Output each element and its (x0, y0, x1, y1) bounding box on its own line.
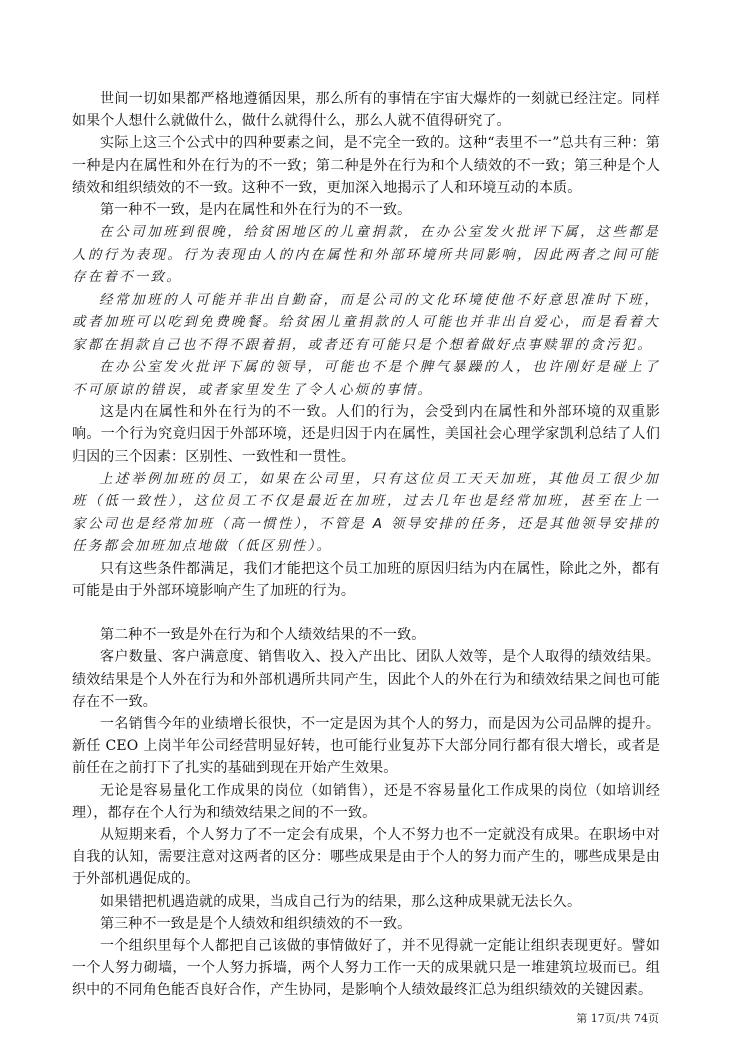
paragraph: 世间一切如果都严格地遵循因果，那么所有的事情在宇宙大爆炸的一刻就已经注定。同样如果个人想什么就做什么，做什么就得什么，那么人就不值得研究了。 (72, 91, 660, 130)
paragraph: 第二种不一致是外在行为和个人绩效结果的不一致。 (100, 627, 426, 644)
paragraph: 第三种不一致是是个人绩效和组织绩效的不一致。 (100, 915, 412, 932)
blank-line (72, 602, 660, 624)
paragraph: 如果错把机遇造就的成果，当成自己行为的结果，那么这种成果就无法长久。 (100, 893, 582, 910)
paragraph: 只有这些条件都满足，我们才能把这个员工加班的原因归结为内在属性，除此之外，都有可能是由于外部环境影响产生了加班的行为。 (72, 560, 660, 600)
paragraph: 第一种不一致，是内在属性和外在行为的不一致。 (100, 202, 412, 219)
page-number: 第 17页/共 74页 (576, 1012, 659, 1025)
paragraph: 一名销售今年的业绩增长很快，不一定是因为其个人的努力，而是因为公司品牌的提升。新任 CEO 上岗半年公司经营明显好转，也可能行业复苏下大部分同行都有很大增长，或者是前任在之前打下了扎实的基础到现在开始产生效果。 (72, 716, 660, 777)
example-paragraph: 上述举例加班的员工，如果在公司里，只有这位员工天天加班，其他员工很少加班（低一致性），这位员工不仅是最近在加班，过去几年也是经常加班，甚至在上一家公司也是经常加班（高一惯性），不管是 A 领导安排的任务，还是其他领导安排的任务都会加班加点地做（低区别性）。 (72, 470, 660, 555)
paragraph: 实际上这三个公式中的四种要素之间，是不完全一致的。这种“表里不一”总共有三种：第一种是内在属性和外在行为的不一致；第二种是外在行为和个人绩效的不一致；第三种是个人绩效和组织绩效的不一致。这种不一致，更加深入地揭示了人和环境互动的本质。 (72, 135, 660, 196)
paragraph: 客户数量、客户满意度、销售收入、投入产出比、团队人效等，是个人取得的绩效结果。绩效结果是个人外在行为和外部机遇所共同产生，因此个人的外在行为和绩效结果之间也可能存在不一致。 (72, 649, 660, 710)
example-paragraph: 经常加班的人可能并非出自勤奋，而是公司的文化环境使他不好意思准时下班，或者加班可以吃到免费晚餐。给贫困儿童捐款的人可能也并非出自爱心，而是看着大家都在捐款自己也不得不跟着捐，或者还有可能只是个想着做好点事赎罪的贪污犯。 (72, 291, 660, 353)
paragraph: 一个组织里每个人都把自己该做的事情做好了，并不见得就一定能让组织表现更好。譬如一个人努力砌墙，一个人努力拆墙，两个人努力工作一天的成果就只是一堆建筑垃圾而已。组织中的不同角色能否良好合作，产生协同，是影响个人绩效最终汇总为组织绩效的关键因素。 (72, 938, 660, 999)
document-body (72, 88, 660, 1002)
paragraph: 这是内在属性和外在行为的不一致。人们的行为，会受到内在属性和外部环境的双重影响。一个行为究竟归因于外部环境，还是归因于内在属性，美国社会心理学家凯利总结了人们归因的三个因素：区别性、一致性和一贯性。 (72, 404, 660, 465)
example-paragraph: 在公司加班到很晚，给贫困地区的儿童捐款，在办公室发火批评下属，这些都是人的行为表现。行为表现由人的内在属性和外部环境所共同影响，因此两者之间可能存在着不一致。 (72, 224, 660, 286)
example-paragraph: 在办公室发火批评下属的领导，可能也不是个脾气暴躁的人，也许刚好是碰上了不可原谅的错误，或者家里发生了令人心烦的事情。 (72, 359, 660, 398)
paragraph: 无论是容易量化工作成果的岗位（如销售），还是不容易量化工作成果的岗位（如培训经理），都存在个人行为和绩效结果之间的不一致。 (72, 782, 660, 821)
paragraph: 从短期来看，个人努力了不一定会有成果，个人不努力也不一定就没有成果。在职场中对自我的认知，需要注意对这两者的区分：哪些成果是由于个人的努力而产生的，哪些成果是由于外部机遇促成的。 (72, 827, 660, 888)
